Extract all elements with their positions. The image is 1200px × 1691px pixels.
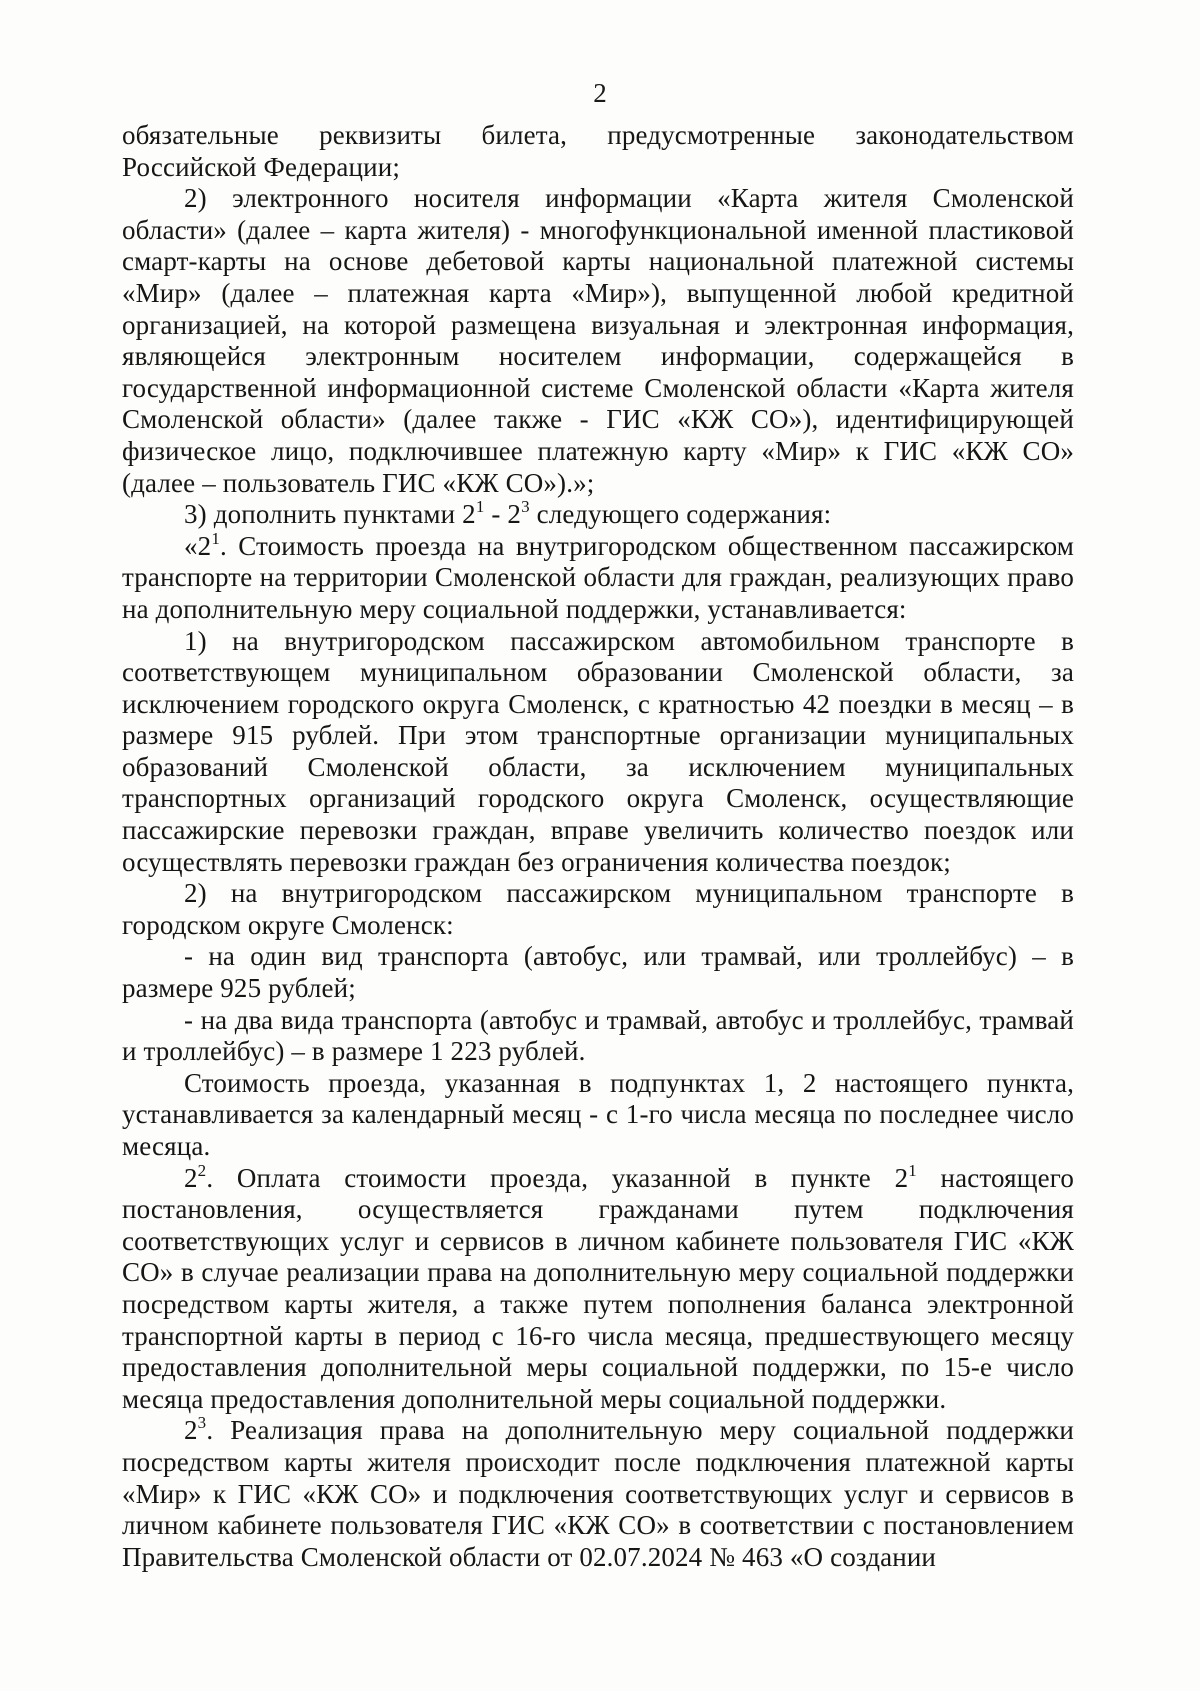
- superscript: 3: [197, 1413, 207, 1433]
- text-run: 2) электронного носителя информации «Карта жителя Смоленской области» (далее – карта жителя) - многофункциональной именной пластиковой смарт-карты на основе дебетовой карты национальной платежной системы «Мир» (далее – платежная карта «Мир»), выпущенной любой кредитной организацией, на которой размещена визуальная и электронная информация, являющейся электронным носителем информации, содержащейся в государственной информационной системе Смоленской области «Карта жителя Смоленской области» (далее также - ГИС «КЖ СО»), идентифицирующей физическое лицо, подключившее платежную карту «Мир» к ГИС «КЖ СО» (далее – пользователь ГИС «КЖ СО»).»;: [122, 183, 1074, 498]
- superscript: 2: [197, 1160, 207, 1180]
- paragraph: [122, 626, 1074, 879]
- paragraph: [122, 1005, 1074, 1068]
- paragraph: [122, 941, 1074, 1004]
- paragraph: [122, 499, 1074, 531]
- text-run: обязательные реквизиты билета, предусмотренные законодательством Российской Федерации;: [122, 120, 1074, 182]
- paragraph: [122, 1160, 1075, 1416]
- text-run: 3) дополнить пунктами 2: [184, 499, 476, 530]
- text-run: 2) на внутригородском пассажирском муниципальном транспорте в городском округе Смоленск:: [122, 878, 1074, 940]
- paragraph: [122, 528, 1074, 626]
- text-run: - на один вид транспорта (автобус, или трамвай, или троллейбус) – в размере 925 рублей;: [122, 941, 1074, 1004]
- text-run: 1) на внутригородском пассажирском автомобильном транспорте в соответствующем муниципальном образовании Смоленской области, за исключением городского округа Смоленск, с кратностью 42 поездки в месяц – в размере 915 рублей. При этом транспортные организации муниципальных образований Смоленской области, за исключением муниципальных транспортных организаций городского округа Смоленск, осуществляющие пассажирские перевозки граждан, вправе увеличить количество поездок или осуществлять перевозки граждан без ограничения количества поездок;: [122, 625, 1074, 877]
- page-number: 2: [593, 78, 607, 108]
- text-run: 2: [184, 1162, 198, 1193]
- text-run: - 2: [484, 499, 522, 530]
- text-run: - на два вида транспорта (автобус и трамвай, автобус и троллейбус, трамвай и троллейбус) – в размере 1 223 рублей.: [122, 1004, 1074, 1067]
- paragraph: [122, 120, 1074, 183]
- document-body: [122, 120, 1074, 1573]
- text-run: 2: [184, 1415, 198, 1446]
- text-run: . Реализация права на дополнительную меру социальной поддержки посредством карты жителя происходит после подключения платежной карты «Мир» к ГИС «КЖ СО» и подключения соответствующих услуг и сервисов в личном кабинете пользователя ГИС «КЖ СО» в соответствии с постановлением Правительства Смоленской области от 02.07.2024 № 463 «О создании: [122, 1415, 1074, 1572]
- text-run: . Стоимость проезда на внутригородском общественном пассажирском транспорте на территории Смоленской области для граждан, реализующих право на дополнительную меру социальной поддержки, устанавливается:: [122, 530, 1074, 624]
- text-run: Стоимость проезда, указанная в подпунктах 1, 2 настоящего пункта, устанавливается за календарный месяц - с 1-го числа месяца по последнее число месяца.: [122, 1067, 1074, 1161]
- paragraph: [122, 878, 1074, 941]
- paragraph: [122, 1068, 1074, 1163]
- paragraph: [122, 1415, 1074, 1573]
- superscript: 1: [908, 1160, 917, 1180]
- superscript: 3: [521, 497, 530, 517]
- text-run: настоящего постановления, осуществляется гражданами путем подключения соответствующих услуг и сервисов в личном кабинете пользователя ГИС «КЖ СО» в случае реализации права на дополнительную меру социальной поддержки посредством карты жителя, а также путем пополнения баланса электронной транспортной карты в период с 16-го числа месяца, предшествующего месяцу предоставления дополнительной меры социальной поддержки, по 15-е число месяца предоставления дополнительной меры социальной поддержки.: [122, 1162, 1075, 1414]
- text-run: . Оплата стоимости проезда, указанной в пункте 2: [206, 1162, 909, 1193]
- text-run: «2: [184, 530, 212, 561]
- paragraph: [122, 183, 1074, 499]
- superscript: 1: [211, 528, 220, 548]
- text-run: следующего содержания:: [529, 499, 832, 530]
- superscript: 1: [475, 497, 485, 517]
